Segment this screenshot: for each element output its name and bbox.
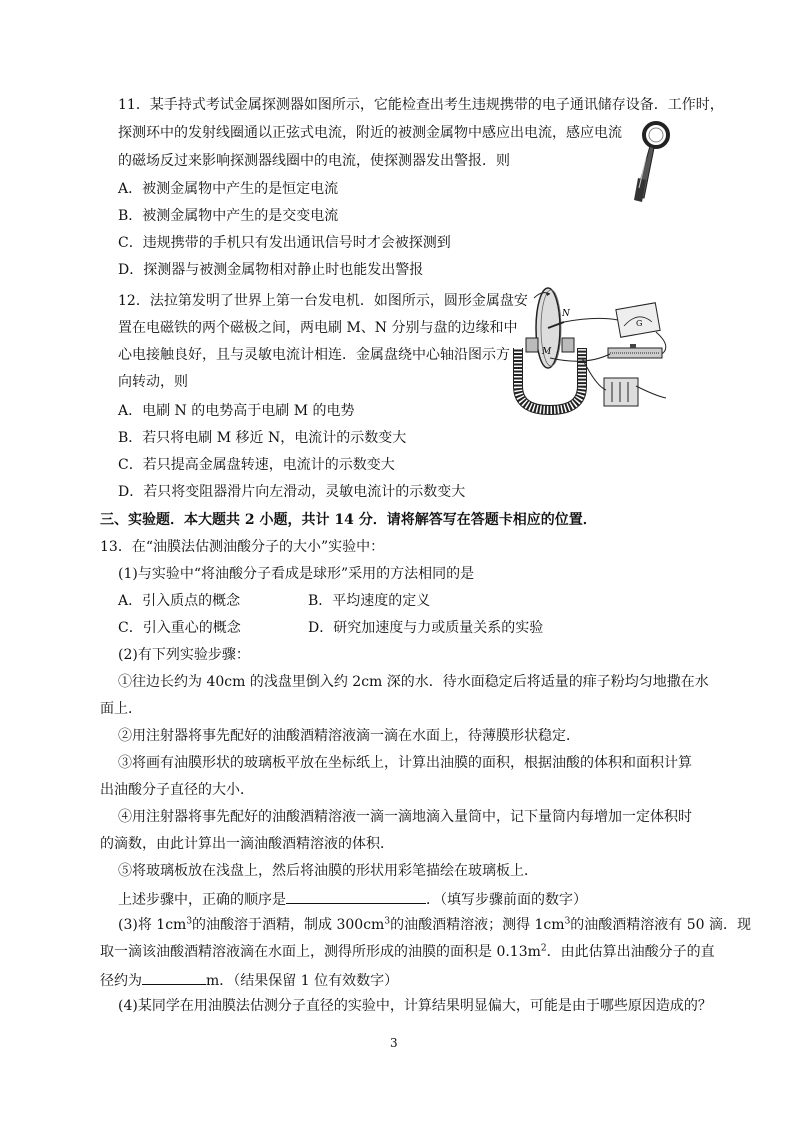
- q13-part2: (2)有下列实验步骤：: [118, 647, 250, 663]
- faraday-generator-figure: [506, 286, 676, 416]
- q11-stem-line1: 11．某手持式考试金属探测器如图所示，它能检查出考生违规携带的电子通讯储存设备．工作时，: [118, 97, 724, 113]
- q13-order-line: [118, 889, 587, 909]
- q13-intro: 13．在“油膜法估测油酸分子的大小”实验中：: [100, 539, 385, 555]
- superscript: 2: [540, 943, 547, 954]
- q12-option-c: C．若只提高金属盘转速，电流计的示数变大: [118, 457, 395, 473]
- q13-step3-line1: ③将画有油膜形状的玻璃板平放在坐标纸上，计算出油膜的面积，根据油酸的体积和面积计算: [118, 755, 692, 771]
- q13-order-suffix: ．（填写步骤前面的数字）: [426, 892, 587, 908]
- q12-option-a: A．电刷 N 的电势高于电刷 M 的电势: [118, 403, 355, 419]
- brush-n-label: N: [562, 309, 570, 319]
- brush-m-label: M: [542, 347, 552, 357]
- q11-option-b: B．被测金属物中产生的是交变电流: [118, 208, 339, 224]
- q11-option-a: A．被测金属物中产生的是恒定电流: [118, 181, 339, 197]
- q12-stem-line2: 置在电磁铁的两个磁极之间，两电刷 M、N 分别与盘的边缘和中: [118, 320, 518, 336]
- q13-part3-text-f: ．由此估算出油酸分子的直: [546, 944, 715, 960]
- q12-stem-line4: 向转动，则: [118, 374, 188, 390]
- q13-part3-text-d: 的油酸酒精溶液有 50 滴．现: [570, 917, 752, 933]
- q13-step4-line1: ④用注射器将事先配好的油酸酒精溶液一滴一滴地滴入量筒中，记下量筒内每增加一定体积时: [118, 809, 692, 825]
- q13-part1: (1)与实验中“将油酸分子看成是球形”采用的方法相同的是: [118, 566, 475, 582]
- q13-part1-option-d: D．研究加速度与力或质量关系的实验: [308, 620, 544, 636]
- q13-part1-option-a: A．引入质点的概念: [118, 593, 241, 609]
- q12-option-d: D．若只将变阻器滑片向左滑动，灵敏电流计的示数变大: [118, 484, 466, 500]
- q13-part3-text-c: 的油酸酒精溶液；测得 1cm: [390, 917, 565, 933]
- q13-diameter-answer-blank[interactable]: [142, 970, 206, 985]
- q13-part3-line2: [100, 943, 715, 961]
- q13-order-prefix: 上述步骤中，正确的顺序是: [118, 892, 286, 908]
- q13-part3-line3: [100, 970, 398, 990]
- q13-part3-text-a: (3)将 1cm: [118, 917, 187, 933]
- q13-step3-line2: 出油酸分子直径的大小．: [100, 782, 254, 798]
- q13-step4-line2: 的滴数，由此计算出一滴油酸酒精溶液的体积．: [100, 836, 394, 852]
- q13-part1-option-b: B．平均速度的定义: [308, 593, 431, 609]
- q13-part1-option-c: C．引入重心的概念: [118, 620, 241, 636]
- q13-order-answer-blank[interactable]: [286, 889, 426, 904]
- q13-part3-text-e: 取一滴该油酸酒精溶液滴在水面上，测得所形成的油膜的面积是 0.13m: [100, 944, 541, 960]
- q12-option-b: B．若只将电刷 M 移近 N，电流计的示数变大: [118, 430, 407, 446]
- q13-part3-text-h: m．（结果保留 1 位有效数字）: [206, 973, 399, 989]
- q11-option-c: C．违规携带的手机只有发出通讯信号时才会被探测到: [118, 235, 451, 251]
- q13-part3-text-b: 的油酸溶于酒精，制成 300cm: [192, 917, 385, 933]
- q12-stem-line3: 心电接触良好，且与灵敏电流计相连．金属盘绕中心轴沿图示方: [118, 347, 510, 363]
- q13-part3-line1: [118, 916, 751, 934]
- q13-step2: ②用注射器将事先配好的油酸酒精溶液滴一滴在水面上，待薄膜形状稳定．: [118, 728, 580, 744]
- q11-stem-line3: 的磁场反过来影响探测器线圈中的电流，使探测器发出警报．则: [118, 153, 510, 169]
- q13-step1-line1: ①往边长约为 40cm 的浅盘里倒入约 2cm 深的水．待水面稳定后将适量的痱子粉均匀地撒在水: [118, 674, 709, 690]
- section-3-heading: 三、实验题．本大题共 2 小题，共计 14 分．请将解答写在答题卡相应的位置．: [100, 512, 597, 528]
- q12-stem-line1: 12．法拉第发明了世界上第一台发电机．如图所示，圆形金属盘安: [118, 293, 528, 309]
- q11-option-d: D．探测器与被测金属物相对静止时也能发出警报: [118, 262, 424, 278]
- q13-step5: ⑤将玻璃板放在浅盘上，然后将油膜的形状用彩笔描绘在玻璃板上．: [118, 863, 538, 879]
- q11-stem-line2: 探测环中的发射线圈通以正弦式电流，附近的被测金属物中感应出电流，感应电流: [118, 125, 622, 141]
- superscript: 3: [186, 916, 193, 927]
- q13-part4: (4)某同学在用油膜法估测分子直径的实验中，计算结果明显偏大，可能是由于哪些原因造成的？: [118, 998, 712, 1014]
- q13-part3-text-g: 径约为: [100, 973, 142, 989]
- galvanometer-label: G: [636, 319, 643, 328]
- metal-detector-figure: [624, 118, 674, 206]
- page-number: 3: [390, 1036, 398, 1050]
- q13-step1-line2: 面上．: [100, 701, 142, 717]
- superscript: 3: [384, 916, 391, 927]
- superscript: 3: [564, 916, 571, 927]
